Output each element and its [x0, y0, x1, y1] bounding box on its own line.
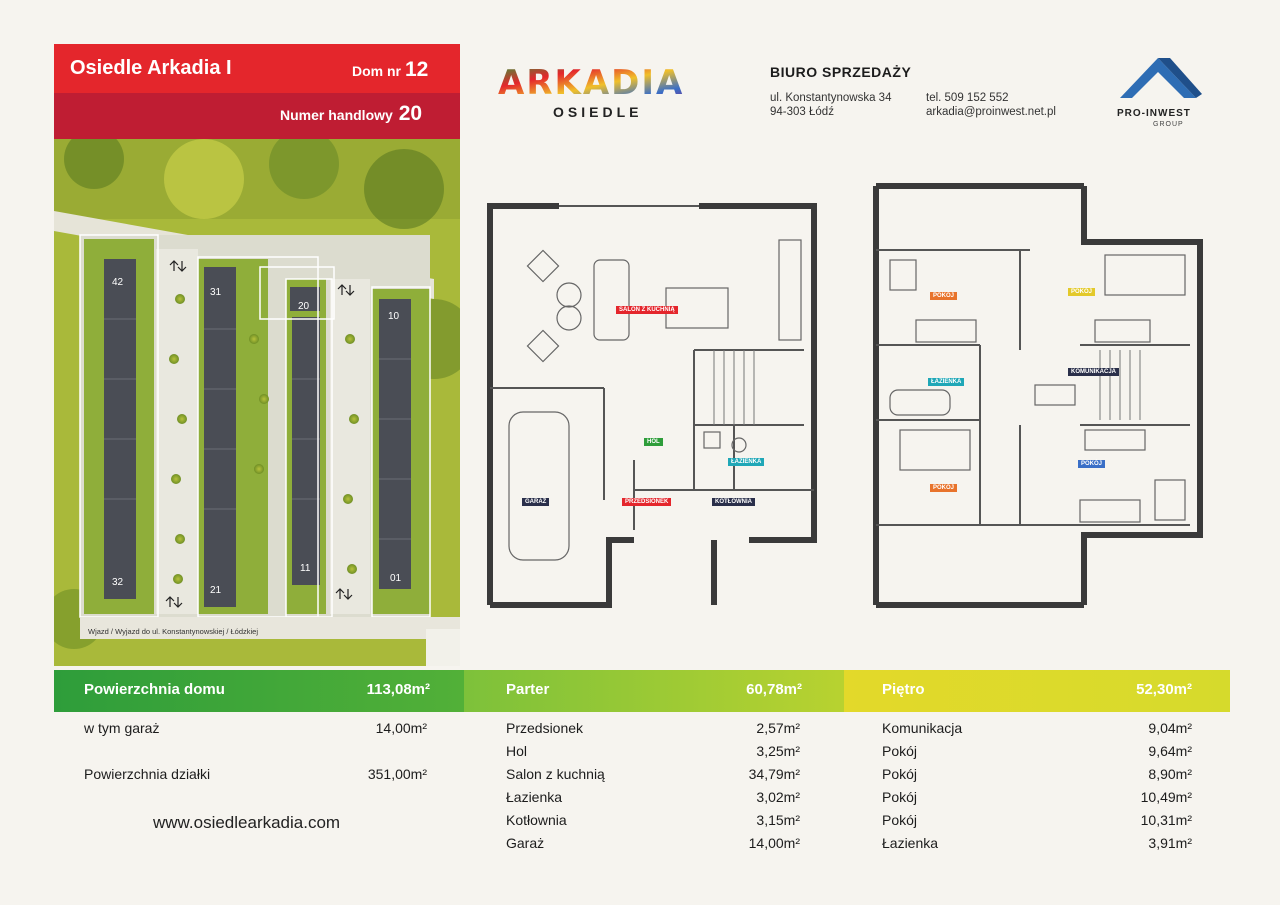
label-lazienka-upper: ŁAZIENKA — [928, 378, 964, 386]
site-plan — [54, 139, 460, 666]
parter-room-label: Łazienka — [506, 789, 563, 805]
pietro-room-value: 9,04m² — [1148, 720, 1192, 736]
pietro-room-label: Pokój — [882, 789, 918, 805]
lot-number: 31 — [210, 287, 222, 298]
pietro-room-label: Komunikacja — [882, 720, 963, 736]
pietro-room-value: 9,64m² — [1148, 743, 1192, 759]
plot-area-label: Powierzchnia działki — [84, 766, 211, 782]
logo-text: ARKADIA — [498, 64, 685, 100]
office-email[interactable]: arkadia@proinwest.net.pl — [926, 106, 1056, 118]
parter-room-label: Hol — [506, 743, 528, 759]
label-przedsionek: PRZEDSIONEK — [622, 498, 671, 506]
parter-room-label: Salon z kuchnią — [506, 766, 605, 782]
office-title: BIURO SPRZEDAŻY — [770, 64, 912, 80]
office-phone: tel. 509 152 552 — [926, 92, 1009, 104]
parter-room-label: Kotłownia — [506, 812, 567, 828]
pietro-room-value: 10,49m² — [1140, 789, 1192, 805]
house-number: Dom nr 12 — [352, 58, 429, 81]
house-area-value: 113,08m² — [366, 681, 430, 698]
label-hol: HOL — [644, 438, 663, 446]
pro-inwest-logo-icon — [1112, 54, 1204, 109]
pietro-room-label: Pokój — [882, 743, 918, 759]
pietro-room-label: Pokój — [882, 812, 918, 828]
office-city: 94-303 Łódź — [770, 106, 834, 118]
parter-room-value: 3,25m² — [756, 743, 800, 759]
label-garaz: GARAŻ — [522, 498, 549, 506]
trade-number: Numer handlowy 20 — [280, 102, 423, 125]
lot-number: 21 — [210, 585, 222, 596]
upper-floor-value: 52,30m² — [1136, 681, 1192, 698]
pietro-room-value: 10,31m² — [1140, 812, 1192, 828]
ground-floor-plan — [484, 200, 824, 615]
lot-number: 01 — [390, 573, 402, 584]
company-group: GROUP — [1153, 121, 1184, 128]
pietro-room-label: Pokój — [882, 766, 918, 782]
logo-subtitle: OSIEDLE — [553, 104, 643, 120]
parter-room-value: 34,79m² — [748, 766, 800, 782]
parter-room-value: 14,00m² — [748, 835, 800, 851]
label-komunikacja: KOMUNIKACJA — [1068, 368, 1119, 376]
label-kotlownia: KOTŁOWNIA — [712, 498, 755, 506]
entrance-label: Wjazd / Wyjazd do ul. Konstantynowskiej / Łódzkiej — [88, 627, 259, 636]
pietro-room-label: Łazienka — [882, 835, 939, 851]
parter-room-value: 2,57m² — [756, 720, 800, 736]
website-link[interactable]: www.osiedlearkadia.com — [153, 813, 341, 832]
upper-floor-label: Piętro — [882, 681, 925, 698]
label-pokoj-3: POKÓJ — [930, 484, 957, 492]
label-pokoj-2: POKÓJ — [1068, 288, 1095, 296]
parter-room-label: Przedsionek — [506, 720, 584, 736]
lot-number: 10 — [388, 311, 400, 322]
garage-label: w tym garaż — [84, 720, 160, 736]
office-street: ul. Konstantynowska 34 — [770, 92, 892, 104]
label-lazienka: ŁAZIENKA — [728, 458, 764, 466]
company-name: PRO-INWEST — [1117, 108, 1191, 119]
house-area-label: Powierzchnia domu — [84, 681, 225, 698]
pietro-room-value: 8,90m² — [1148, 766, 1192, 782]
lot-number: 32 — [112, 577, 124, 588]
ground-floor-label: Parter — [506, 681, 550, 698]
upper-floor-plan — [870, 180, 1210, 615]
parter-room-value: 3,02m² — [756, 789, 800, 805]
ground-floor-value: 60,78m² — [746, 681, 802, 698]
arkadia-logo — [498, 64, 718, 109]
lot-number: 20 — [298, 301, 310, 312]
pietro-room-value: 3,91m² — [1148, 835, 1192, 851]
parter-room-value: 3,15m² — [756, 812, 800, 828]
plot-area-value: 351,00m² — [367, 766, 427, 782]
lot-number: 11 — [300, 563, 311, 574]
label-pokoj-4: POKÓJ — [1078, 460, 1105, 468]
label-salon: SALON Z KUCHNIĄ — [616, 306, 678, 314]
label-pokoj-1: POKÓJ — [930, 292, 957, 300]
estate-title: Osiedle Arkadia I — [70, 57, 232, 79]
lot-number: 42 — [112, 277, 124, 288]
parter-room-label: Garaż — [506, 835, 545, 851]
garage-value: 14,00m² — [375, 720, 427, 736]
